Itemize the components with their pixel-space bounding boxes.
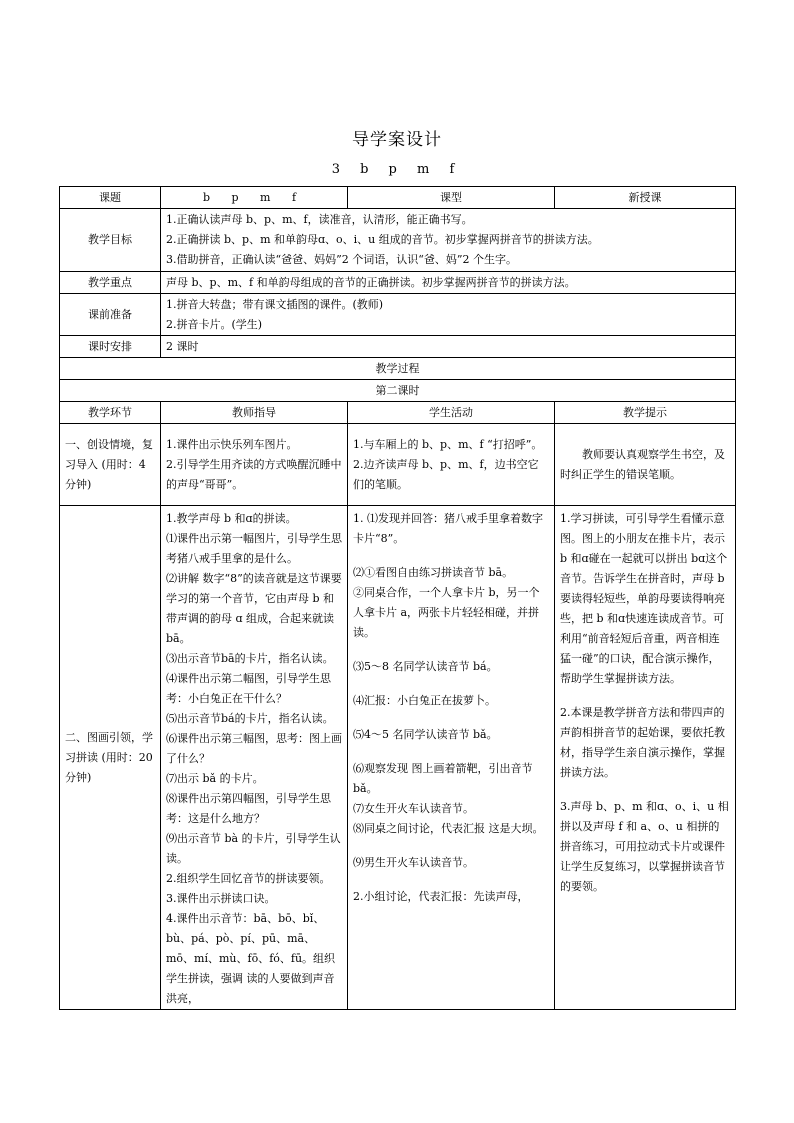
stage1-tip: 教师要认真观察学生书空，及时纠正学生的错误笔顺。: [555, 424, 736, 506]
goal-line: 2.正确拼读 b、p、m 和单韵母ɑ、o、i、u 组成的音节。初步掌握两拼音节的拼读方法。: [166, 233, 599, 246]
student-activity: ⑷汇报：小白兔正在拔萝卜。: [353, 694, 496, 707]
tip-header: 教学提示: [555, 402, 736, 424]
topic-value: b p m f: [161, 187, 348, 209]
key-points-label: 教学重点: [60, 272, 161, 294]
goal-line: 1.正确认读声母 b、p、m、f，读准音，认清形，能正确书写。: [166, 213, 473, 226]
stage2-teacher: 1.教学声母 b 和ɑ的拼读。 ⑴课件出示第一幅图片，引导学生思考猪八戒手里拿的是什么。 ⑵讲解 数字“8”的读音就是这节课要学习的第一个音节，它由声母 b 和带声调的韵母 ɑ 组成，合起来就读 bā。 ⑶出示音节bā的卡片，指名认读。 ⑷课件出示第二幅图，引导学生思考：小白兔正在干什么？ ⑸出示音节bá的卡片，指名认读。 ⑹课件出示第三幅图，思考：图上画了什么？ ⑺出示 bǎ 的卡片。 ⑻课件出示第四幅图，引导学生思考：这是什么地方？ ⑼出示音节 bà 的卡片，引导学生认读。 2.组织学生回忆音节的拼读要领。 3.课件出示拼读口诀。 4.课件出示音节：bā、bō、bǐ、bù、pá、pò、pí、pū、mā、mō、mí、mù、fō、fó、fū。组织学生拼读，强调 读的人要做到声音洪亮，: [161, 506, 348, 1010]
lesson-type-label: 课型: [348, 187, 555, 209]
student-activity: ⑶5～8 名同学认读音节 bá。: [353, 660, 498, 673]
lesson-plan-table: [59, 186, 736, 1010]
preparation-label: 课前准备: [60, 294, 161, 336]
schedule-label: 课时安排: [60, 336, 161, 358]
teaching-tip: 3.声母 b、p、m 和ɑ、o、i、u 相拼以及声母 f 和 a、o、u 相拼的拼音练习，可用拉动式卡片或课件让学生反复练习，以掌握拼读音节的要领。: [560, 800, 729, 893]
page-subtitle: 3 b p m f: [331, 162, 463, 177]
stage2-student: [348, 506, 555, 1010]
stage2-name: 二、图画引领，学习拼读 (用时：20 分钟): [60, 506, 161, 1010]
preparation-content: [161, 294, 736, 336]
student-header: 学生活动: [348, 402, 555, 424]
process-title: 教学过程: [60, 358, 736, 380]
teaching-tip: 1.学习拼读，可引导学生看懂示意图。图上的小朋友在推卡片，表示 b 和ɑ碰在一起就可以拼出 bɑ这个音节。告诉学生在拼音时，声母 b 要读得轻短些，单韵母要读得响亮些，把 b 和ɑ快速连读成音节。可利用“前音轻短后音重，两音相连猛一碰”的口诀，配合演示操作，帮助学生掌握拼读方法。: [560, 512, 728, 685]
preparation-line: 2.拼音卡片。(学生): [166, 317, 263, 331]
stage-header: 教学环节: [60, 402, 161, 424]
key-points-text: 声母 b、p、m、f 和单韵母组成的音节的正确拼读。初步掌握两拼音节的拼读方法。: [161, 272, 736, 294]
goals-label: 教学目标: [60, 209, 161, 272]
teacher-header: 教师指导: [161, 402, 348, 424]
stage1-student: 1.与车厢上的 b、p、m、f “打招呼”。 2.边齐读声母 b、p、m、f，边书空它们的笔顺。: [348, 424, 555, 506]
student-activity: ⑹观察发现 图上画着箭靶，引出音节 bǎ。 ⑺女生开火车认读音节。 ⑻同桌之间讨论，代表汇报 这是大坝。: [353, 762, 544, 835]
page-title: 导学案设计: [352, 130, 442, 150]
student-activity: ⑵①看图自由练习拼读音节 bā。 ②同桌合作，一个人拿卡片 b，另一个人拿卡片 a，两张卡片轻轻相碰，并拼读。: [353, 566, 540, 639]
teaching-tip: 2.本课是教学拼音方法和带四声的声韵相拼音节的起始课，要依托教材，指导学生亲自演示操作，掌握拼读方法。: [560, 706, 725, 779]
schedule-text: 2 课时: [161, 336, 736, 358]
student-activity: ⑸4～5 名同学认读音节 bǎ。: [353, 728, 498, 741]
stage1-name: 一、创设情境，复习导入 (用时：4 分钟): [60, 424, 161, 506]
stage1-teacher: 1.课件出示快乐列车图片。 2.引导学生用齐读的方式唤醒沉睡中的声母“哥哥”。: [161, 424, 348, 506]
preparation-line: 1.拼音大转盘；带有课文插图的课件。(教师): [166, 297, 384, 311]
student-activity: 2.小组讨论，代表汇报：先读声母，: [353, 890, 529, 903]
goals-content: [161, 209, 736, 272]
stage2-tips: [555, 506, 736, 1010]
student-activity: ⑼男生开火车认读音节。: [353, 856, 474, 869]
goal-line: 3.借助拼音，正确认读“爸爸、妈妈”2 个词语，认识“爸、妈”2 个生字。: [166, 253, 517, 266]
lesson-type-value: 新授课: [555, 187, 736, 209]
topic-label: 课题: [60, 187, 161, 209]
student-activity: 1. ⑴发现并回答：猪八戒手里拿着数字卡片“8”。: [353, 512, 543, 545]
session-title: 第二课时: [60, 380, 736, 402]
